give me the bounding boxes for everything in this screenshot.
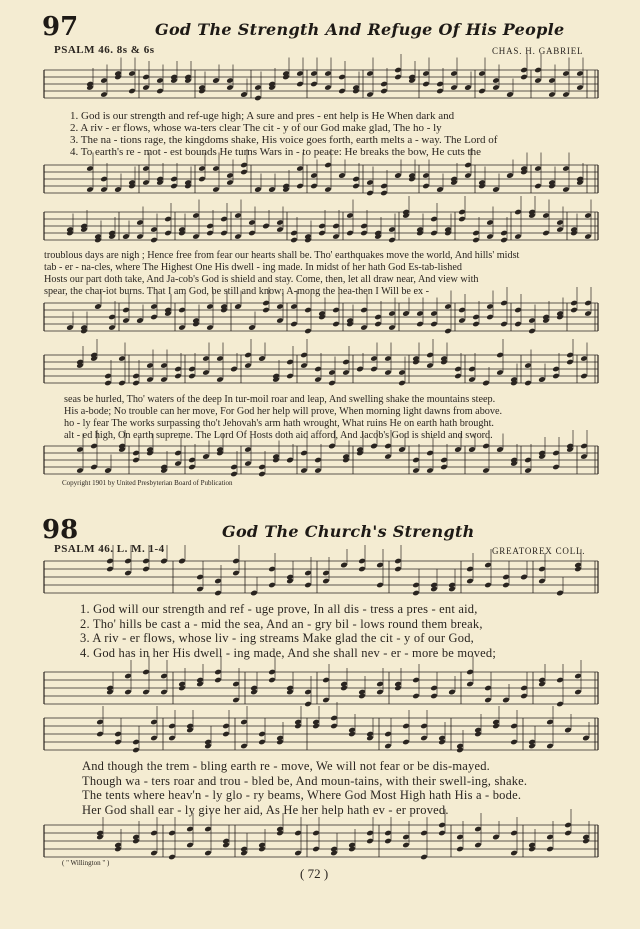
verse-line: 2. Tho' hills be cast a - mid the sea, And an - gry bil - lows round them break, [80,616,483,631]
page-number: ( 72 ) [300,866,329,881]
verse-line: Though wa - ters roar and trou - bled be, And moun-tains, with their swell-ing, shake. [82,773,528,788]
hymn-97-lyrics-line-3 [64,394,502,442]
hymn-98-lyrics-line-2 [82,759,527,817]
verse-line: Her God shall ear - ly give her aid, As He her help hath ev - er proved. [82,802,449,817]
verse-line: seas be hurled, Tho' waters of the deep In tur-moil roar and leap, And swelling shake the mountains steep. [64,394,496,405]
verse-line: 2. A riv - er flows, whose wa-ters clear The cit - y of our God make glad, The ho - ly [70,122,442,134]
hymn-98-number: 98 [42,515,79,545]
verse-line: Hosts our part doth take, And Ja-cob's God is shield and stay. Come, then, let all draw near, And view with [44,274,479,285]
verse-line: ho - ly fear The works surpassing tho't Jehovah's arm hath wrought, What ruins He on earth hath brought. [64,418,494,429]
verse-line: The tents where heav'n - ly glo - ry beams, Where God Most High hath His a - bode. [82,788,522,802]
hymn-98-tune-name: ( " Willington " ) [62,859,110,867]
verse-line: spear, the char-iot burns. That I am God, be still and know; A-mong the hea-then I Will be ex - [44,286,430,297]
hymn-97-meter: PSALM 46. 8s & 6s [54,44,155,56]
verse-line: 4. God has in her His dwell - ing made, And she shall nev - er - more be moved; [80,645,497,660]
hymn-97-number: 97 [42,12,79,42]
hymn-98-lyrics-line-1 [80,602,496,660]
verse-line: His a-bode; No trouble can her move, For God her help will prove, When morning light dawns from above. [64,406,503,417]
verse-line: alt - ed high, On earth supreme. The Lord Of Hosts doth aid afford, And Jacob's God is shield and sword. [64,430,493,441]
verse-line: tab - er - na-cles, where The Highest One His dwell - ing made. In midst of her hath God Es-tab-lished [44,262,462,273]
hymn-98-composer: GREATOREX COLL. [492,546,586,556]
hymn-97-copyright: Copyright 1901 by United Presbyterian Board of Publication [62,479,233,487]
hymn-97-lyrics-line-2 [44,250,519,298]
hymn-97-title: God The Strength And Refuge Of His People [155,20,565,39]
verse-line: 3. A riv - er flows, whose liv - ing streams Make glad the cit - y of our God, [80,631,474,645]
verse-line: 4. To earth's re - mot - est bounds He turns Wars in - to peace: He breaks the bow, He cuts the [70,146,481,158]
hymn-97-lyrics-line-1 [70,110,497,158]
hymn-98-title: God The Church's Strength [222,522,475,541]
hymn-97-composer: CHAS. H. GABRIEL [492,46,584,56]
verse-line: 1. God is our strength and ref-uge high; A sure and pres - ent help is He When dark and [70,110,455,122]
verse-line: troublous days are nigh ; Hence free from fear our hearts shall be. Tho' earthquakes move the world, And hills' midst [44,250,520,261]
hymn-98-meter: PSALM 46. L. M. 1-4 [54,543,165,555]
verse-line: And though the trem - bling earth re - move, We will not fear or be dis-mayed. [82,759,491,773]
verse-line: 3. The na - tions rage, the kingdoms shake, His voice goes forth, earth melts a - way. The Lord of [70,134,498,146]
verse-line: 1. God will our strength and ref - uge prove, In all dis - tress a pres - ent aid, [80,602,478,616]
